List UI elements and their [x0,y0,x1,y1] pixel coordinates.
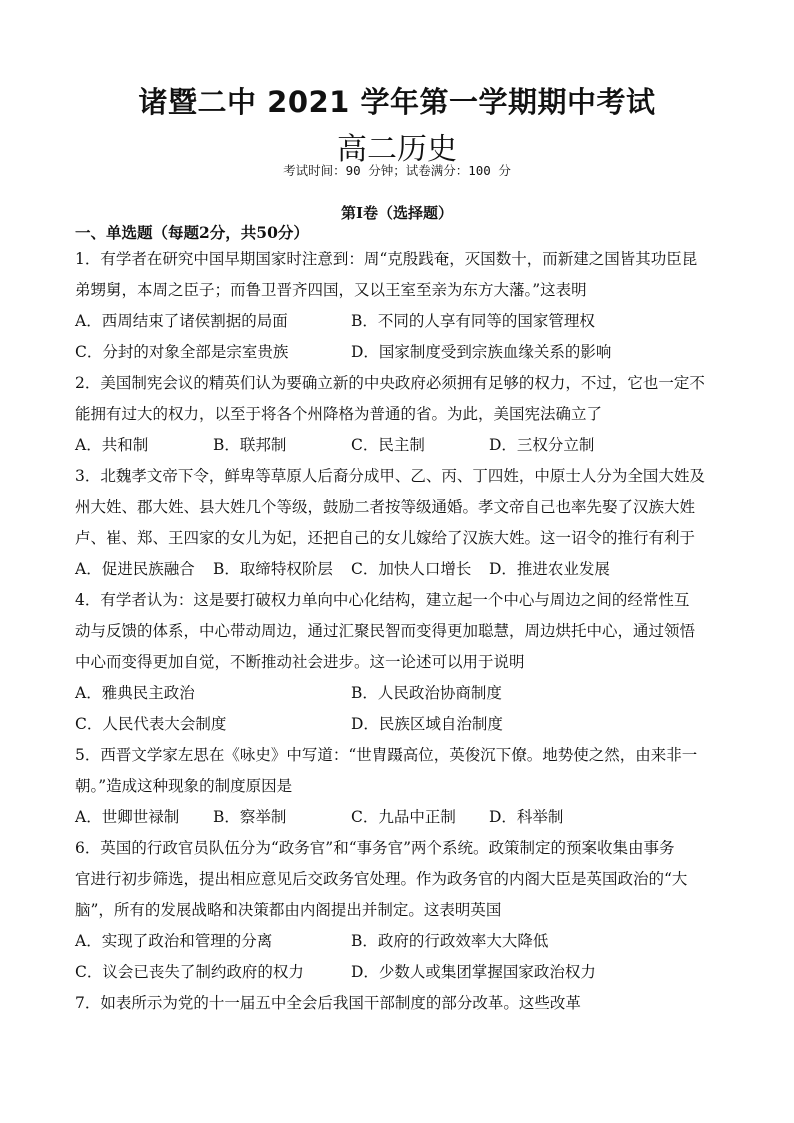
option-a: A．雅典民主政治 [75,684,195,702]
question-line: 弟甥舅，本周之臣子；而鲁卫晋齐四国，又以王室至亲为东方大藩。”这表明 [75,281,587,299]
option-b: B．政府的行政效率大大降低 [351,932,549,950]
exam-info: 考试时间：90 分钟；试卷满分：100 分 [283,163,511,178]
question-line: 动与反馈的体系，中心带动周边，通过汇聚民智而变得更加聪慧，周边烘托中心，通过领悟 [75,622,696,640]
option-b: B．联邦制 [213,436,287,454]
option-d: D．民族区域自治制度 [351,715,503,733]
question-line: 能拥有过大的权力，以至于将各个州降格为普通的省。为此，美国宪法确立了 [75,405,603,423]
question-line: 3．北魏孝文帝下令，鲜卑等草原人后裔分成甲、乙、丙、丁四姓，中原士人分为全国大姓及 [75,467,705,485]
option-a: A．促进民族融合 [75,560,195,578]
option-a: A．实现了政治和管理的分离 [75,932,273,950]
question-line: 中心而变得更加自觉，不断推动社会进步。这一论述可以用于说明 [75,653,525,671]
option-c: C．加快人口增长 [351,560,472,578]
option-d: D．少数人或集团掌握国家政治权力 [351,963,596,981]
option-c: C．分封的对象全部是宗室贵族 [75,343,289,361]
option-a: A．西周结束了诸侯割据的局面 [75,312,288,330]
question-line: 官进行初步筛选，提出相应意见后交政务官处理。作为政务官的内阁大臣是英国政治的“大 [75,870,688,888]
part-title: 第Ⅰ卷（选择题） [340,204,454,222]
option-c: C．民主制 [351,436,425,454]
option-c: C．议会已丧失了制约政府的权力 [75,963,304,981]
option-b: B．不同的人享有同等的国家管理权 [351,312,595,330]
question-line: 4．有学者认为：这是要打破权力单向中心化结构，建立起一个中心与周边之间的经常性互 [75,591,690,609]
question-line: 1．有学者在研究中国早期国家时注意到：周“克殷践奄，灭国数十，而新建之国皆其功臣昆 [75,250,698,268]
section-title: 一、单选题（每题2分，共50分） [75,223,309,242]
option-d: D．三权分立制 [489,436,595,454]
option-d: D．推进农业发展 [489,560,610,578]
question-line: 7．如表所示为党的十一届五中全会后我国干部制度的部分改革。这些改革 [75,994,581,1012]
option-b: B．人民政治协商制度 [351,684,502,702]
exam-title: 诸暨二中 2021 学年第一学期期中考试 [138,85,656,119]
option-c: C．九品中正制 [351,808,456,826]
question-line: 州大姓、郡大姓、县大姓几个等级，鼓励二者按等级通婚。孝文帝自己也率先娶了汉族大姓 [75,498,696,516]
option-c: C．人民代表大会制度 [75,715,227,733]
question-line: 朝。”造成这种现象的制度原因是 [75,777,293,795]
option-d: D．国家制度受到宗族血缘关系的影响 [351,343,612,361]
question-line: 2．美国制宪会议的精英们认为要确立新的中央政府必须拥有足够的权力，不过，它也一定不 [75,374,705,392]
option-a: A．世卿世禄制 [75,808,180,826]
option-a: A．共和制 [75,436,149,454]
question-line: 卢、崔、郑、王四家的女儿为妃，还把自己的女儿嫁给了汉族大姓。这一诏令的推行有利于 [75,529,696,547]
option-d: D．科举制 [489,808,564,826]
question-line: 6．英国的行政官员队伍分为“政务官”和“事务官”两个系统。政策制定的预案收集由事务 [75,839,675,857]
question-line: 脑”，所有的发展战略和决策都由内阁提出并制定。这表明英国 [75,901,502,919]
question-line: 5．西晋文学家左思在《咏史》中写道：“世胄蹑高位，英俊沉下僚。地势使之然，由来非一 [75,746,698,764]
exam-subject: 高二历史 [337,132,457,167]
option-b: B．察举制 [213,808,287,826]
option-b: B．取缔特权阶层 [213,560,333,578]
